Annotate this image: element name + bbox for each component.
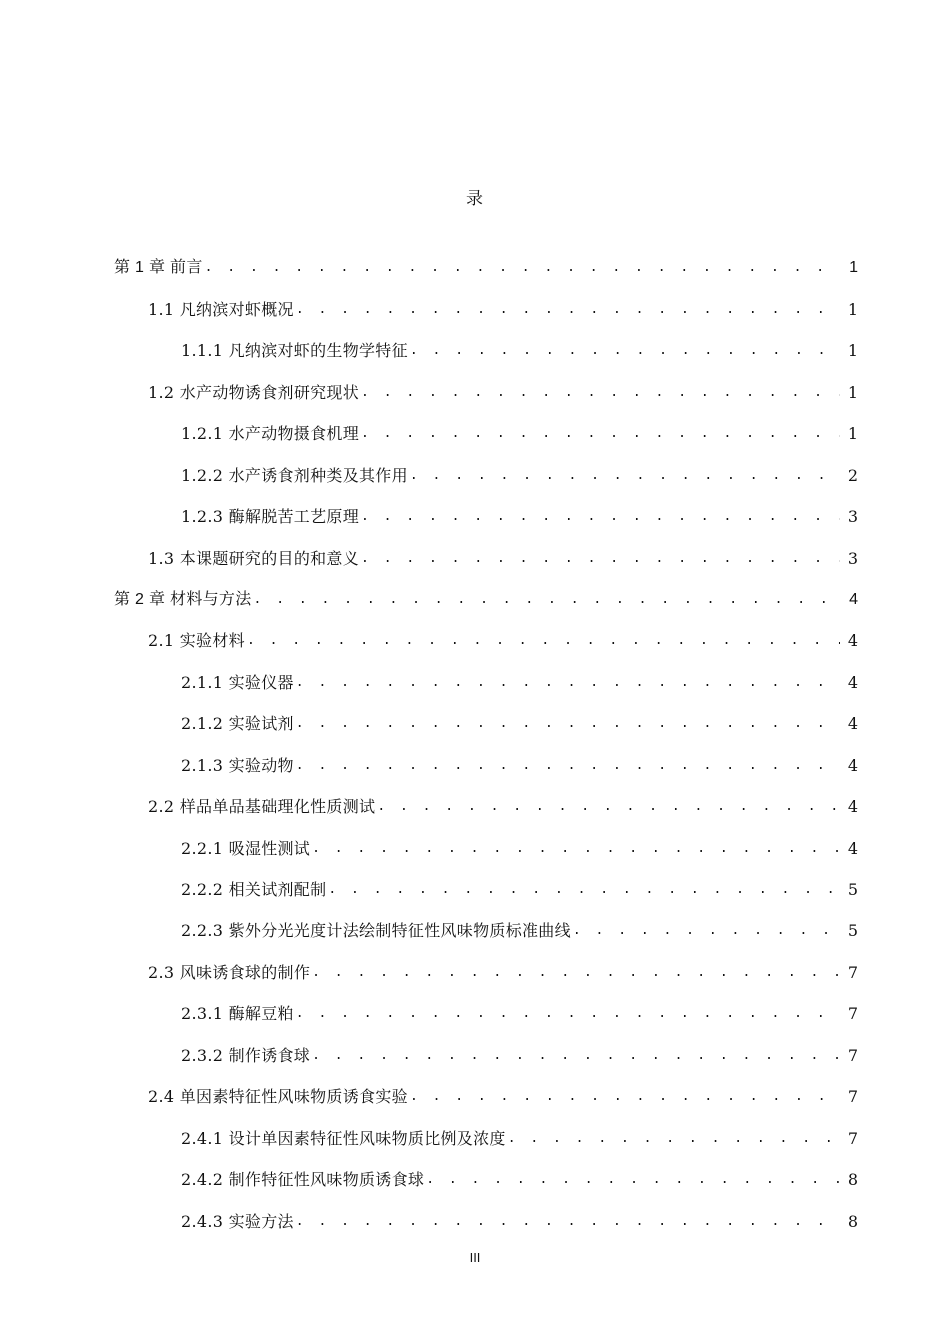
toc-dot-leader	[426, 1169, 840, 1191]
toc-dot-leader	[296, 755, 840, 777]
toc-entry-label: 2.1.3 实验动物	[181, 755, 294, 775]
toc-entry-page: 3	[847, 507, 858, 527]
toc-entry-page: 7	[847, 1004, 858, 1024]
toc-dot-leader	[361, 423, 840, 445]
toc-entry-label: 1.2.3 酶解脱苦工艺原理	[181, 507, 359, 527]
toc-entry-page: 8	[847, 1211, 858, 1231]
toc-entry[interactable]	[0, 735, 950, 776]
toc-entry-label: 2.1.1 实验仪器	[181, 672, 294, 692]
toc-entry-page: 7	[847, 962, 858, 982]
toc-dot-leader	[361, 506, 840, 528]
toc-entry-page: 1	[847, 341, 858, 361]
toc-entry[interactable]	[0, 404, 950, 445]
toc-entry[interactable]	[0, 942, 950, 983]
toc-entry-page: 7	[847, 1128, 858, 1148]
toc-dot-leader	[508, 1128, 840, 1150]
toc-entry[interactable]	[0, 652, 950, 693]
toc-dot-leader	[296, 713, 840, 735]
toc-entry-page: 1	[847, 382, 858, 402]
toc-entry-page: 7	[847, 1045, 858, 1065]
toc-dot-leader	[377, 796, 840, 818]
toc-entry-label: 1.2 水产动物诱食剂研究现状	[148, 382, 360, 402]
toc-entry[interactable]	[0, 1025, 950, 1066]
toc-dot-leader	[296, 1003, 840, 1025]
toc-dot-leader	[296, 299, 840, 321]
toc-entry-page: 1	[847, 424, 858, 444]
page-number: III	[469, 1250, 481, 1265]
toc-entry-label: 2.3 风味诱食球的制作	[148, 962, 311, 982]
toc-entry-label: 2.4 单因素特征性风味物质诱食实验	[148, 1087, 408, 1107]
toc-entry[interactable]	[0, 445, 950, 486]
toc-entry-label: 1.2.2 水产诱食剂种类及其作用	[181, 465, 408, 485]
toc-entry-page: 4	[849, 590, 858, 608]
toc-entry[interactable]	[0, 818, 950, 859]
toc-dot-leader	[312, 838, 840, 860]
toc-entry-label: 2.2 样品单品基础理化性质测试	[148, 797, 376, 817]
toc-entry-page: 4	[847, 714, 858, 734]
toc-entry-label: 2.3.1 酶解豆粕	[181, 1004, 294, 1024]
toc-entry-page: 4	[847, 755, 858, 775]
toc-entry-page: 1	[849, 259, 858, 277]
toc-entry-page: 1	[847, 299, 858, 319]
toc-dot-leader	[328, 879, 840, 901]
toc-dot-leader	[312, 1045, 840, 1067]
toc-dot-leader	[205, 257, 840, 279]
toc-entry-label: 2.1 实验材料	[148, 631, 245, 651]
toc-entry-label: 1.1 凡纳滨对虾概况	[148, 299, 294, 319]
toc-entry[interactable]	[0, 279, 950, 320]
toc-entry-label: 2.2.1 吸湿性测试	[181, 838, 311, 858]
toc-entry[interactable]	[0, 1108, 950, 1149]
toc-entry-label: 1.3 本课题研究的目的和意义	[148, 548, 360, 568]
toc-entry[interactable]	[0, 528, 950, 569]
toc-entry[interactable]	[0, 1067, 950, 1108]
toc-entry[interactable]	[0, 321, 950, 362]
toc-entry[interactable]	[0, 1150, 950, 1191]
toc-entry-page: 2	[847, 465, 858, 485]
toc-dot-leader	[361, 382, 840, 404]
toc-entry-label: 第 2 章 材料与方法	[114, 590, 252, 608]
toc-entry-page: 4	[847, 631, 858, 651]
toc-entry-label: 2.2.3 紫外分光光度计法绘制特征性风味物质标准曲线	[181, 921, 571, 941]
toc-entry[interactable]	[0, 570, 950, 611]
toc-entry-label: 2.4.3 实验方法	[181, 1211, 294, 1231]
toc-entry[interactable]	[0, 901, 950, 942]
toc-entry-page: 8	[847, 1170, 858, 1190]
toc-entry[interactable]	[0, 487, 950, 528]
toc-entry[interactable]	[0, 694, 950, 735]
toc-dot-leader	[410, 340, 840, 362]
toc-dot-leader	[312, 962, 840, 984]
toc-entry-label: 2.3.2 制作诱食球	[181, 1045, 311, 1065]
toc-entry-label: 1.1.1 凡纳滨对虾的生物学特征	[181, 341, 408, 361]
toc-dot-leader	[254, 589, 840, 611]
toc-entry-page: 4	[847, 797, 858, 817]
toc-dot-leader	[247, 630, 840, 652]
toc-entry[interactable]	[0, 860, 950, 901]
toc-dot-leader	[296, 672, 840, 694]
toc-entry-page: 5	[847, 880, 858, 899]
toc-entry-label: 第 1 章 前言	[114, 259, 203, 277]
page-title: 录	[466, 189, 484, 209]
table-of-contents	[0, 238, 950, 1233]
toc-dot-leader	[573, 920, 840, 942]
toc-dot-leader	[410, 465, 840, 487]
toc-entry-page: 5	[847, 921, 858, 941]
toc-entry[interactable]	[0, 1191, 950, 1232]
toc-entry[interactable]	[0, 611, 950, 652]
toc-dot-leader	[410, 1086, 840, 1108]
toc-entry[interactable]	[0, 777, 950, 818]
toc-dot-leader	[296, 1211, 840, 1233]
toc-entry-page: 7	[847, 1087, 858, 1107]
toc-entry[interactable]	[0, 984, 950, 1025]
toc-entry[interactable]	[0, 238, 950, 279]
toc-entry-label: 1.2.1 水产动物摄食机理	[181, 424, 359, 444]
toc-entry-page: 4	[847, 672, 858, 692]
toc-dot-leader	[361, 548, 840, 570]
toc-entry-label: 2.2.2 相关试剂配制	[181, 880, 327, 899]
toc-entry[interactable]	[0, 362, 950, 403]
toc-entry-label: 2.4.2 制作特征性风味物质诱食球	[181, 1170, 425, 1190]
toc-entry-page: 4	[847, 838, 858, 858]
toc-entry-label: 2.4.1 设计单因素特征性风味物质比例及浓度	[181, 1128, 506, 1148]
toc-entry-label: 2.1.2 实验试剂	[181, 714, 294, 734]
toc-entry-page: 3	[847, 548, 858, 568]
